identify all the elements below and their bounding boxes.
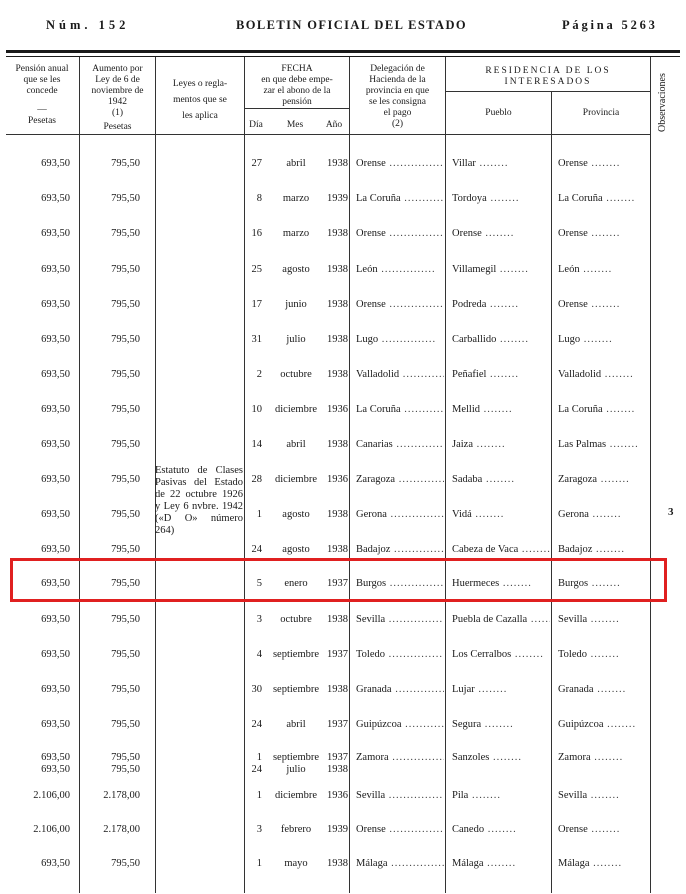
- leyes-text: Estatuto de Clases Pasivas del Estado de 22 octubre 1926 y Ley 6 nvbre. 1942 («D O» número 264): [155, 465, 243, 536]
- cell-delegacion: Toledo .....: [356, 649, 444, 660]
- cell-delegacion: Burgos .....: [356, 578, 444, 589]
- cell-pueblo: Mellid .....: [452, 404, 550, 415]
- cell-provincia: Sevilla .....: [558, 790, 648, 801]
- table-row: [0, 824, 686, 860]
- cell-aumento: 795,50: [111, 193, 140, 204]
- cell-ano: 1938: [327, 614, 348, 625]
- table-row: [0, 474, 686, 510]
- cell-mes: marzo: [282, 193, 310, 204]
- cell-ano: 1936: [327, 790, 348, 801]
- cell-pueblo: Peñafiel .....: [452, 369, 550, 380]
- cell-ano: 1938: [327, 544, 348, 555]
- cell-provincia: Zamora .....: [558, 752, 648, 763]
- cell-pueblo: Canedo .....: [452, 824, 550, 835]
- cell-pension: 693,50: [41, 509, 70, 520]
- header-text: FECHA: [281, 64, 313, 74]
- header-observaciones: [657, 62, 679, 132]
- cell-dia: 10: [251, 404, 262, 415]
- header-aumento: [80, 64, 155, 133]
- cell-dia: 24: [251, 764, 262, 775]
- cell-provincia: Guipúzcoa .....: [558, 719, 648, 730]
- cell-dia: 24: [251, 544, 262, 555]
- cell-ano: 1936: [327, 474, 348, 485]
- cell-ano: 1938: [327, 369, 348, 380]
- table-row: [0, 509, 686, 545]
- cell-pueblo: Los Cerralbos .....: [452, 649, 550, 660]
- cell-aumento: 795,50: [111, 334, 140, 345]
- cell-dia: 3: [256, 614, 262, 625]
- header-mes: Mes: [286, 120, 304, 130]
- cell-aumento: 795,50: [111, 509, 140, 520]
- header-pueblo: Pueblo: [485, 108, 512, 118]
- cell-provincia: Sevilla .....: [558, 614, 648, 625]
- cell-delegacion: Valladolid .....: [356, 369, 444, 380]
- cell-pension: 693,50: [41, 649, 70, 660]
- header-text: se les consigna: [369, 97, 426, 107]
- cell-delegacion: Orense .....: [356, 228, 444, 239]
- cell-ano: 1938: [327, 764, 348, 775]
- cell-provincia: Lugo .....: [558, 334, 648, 345]
- table-row: [0, 614, 686, 650]
- cell-provincia: Orense .....: [558, 158, 648, 169]
- cell-pueblo: Jaiza .....: [452, 439, 550, 450]
- cell-dia: 1: [256, 752, 262, 763]
- header-text: el pago: [383, 108, 412, 118]
- cell-mes: abril: [286, 719, 306, 730]
- header-ano: Año: [325, 120, 343, 130]
- cell-pension: 693,50: [41, 684, 70, 695]
- cell-delegacion: Zamora .....: [356, 752, 444, 763]
- cell-provincia: Badajoz .....: [558, 544, 648, 555]
- header-text: 1942: [108, 97, 127, 107]
- cell-dia: 4: [256, 649, 262, 660]
- table-row: [0, 439, 686, 475]
- cell-ano: 1938: [327, 228, 348, 239]
- cell-aumento: 795,50: [111, 614, 140, 625]
- cell-provincia: Orense .....: [558, 228, 648, 239]
- cell-delegacion: Badajoz .....: [356, 544, 444, 555]
- cell-aumento: 795,50: [111, 719, 140, 730]
- header-text: en que debe empe-: [261, 75, 333, 85]
- header-delegacion: [350, 64, 445, 130]
- cell-delegacion: Sevilla .....: [356, 614, 444, 625]
- cell-pueblo: Huermeces .....: [452, 578, 550, 589]
- cell-provincia: Las Palmas .....: [558, 439, 648, 450]
- cell-aumento: 795,50: [111, 578, 140, 589]
- page-header: [0, 18, 686, 36]
- page-number: Página 5263: [562, 18, 658, 32]
- cell-mes: abril: [286, 439, 306, 450]
- cell-aumento: 795,50: [111, 544, 140, 555]
- header-text: INTERESADOS: [504, 77, 592, 87]
- cell-ano: 1937: [327, 719, 348, 730]
- cell-mes: enero: [284, 578, 308, 589]
- cell-dia: 31: [251, 334, 262, 345]
- header-text: Aumento por: [92, 64, 143, 74]
- cell-aumento: 795,50: [111, 858, 140, 869]
- cell-provincia: Toledo .....: [558, 649, 648, 660]
- cell-mes: septiembre: [272, 752, 320, 763]
- table-row: [0, 858, 686, 894]
- observaciones-mark: 3: [668, 506, 674, 518]
- cell-provincia: La Coruña .....: [558, 404, 648, 415]
- header-text: mentos que se: [173, 95, 227, 105]
- header-dia: Día: [249, 120, 263, 130]
- header-provincia: Provincia: [582, 108, 620, 118]
- cell-aumento: 795,50: [111, 649, 140, 660]
- cell-provincia: Orense .....: [558, 824, 648, 835]
- header-rule-thin: [6, 56, 680, 57]
- header-text: zar el abono de la: [263, 86, 331, 96]
- cell-pension: 693,50: [41, 474, 70, 485]
- cell-ano: 1937: [327, 578, 348, 589]
- cell-aumento: 795,50: [111, 369, 140, 380]
- residencia-rule: [445, 91, 650, 92]
- cell-mes: septiembre: [272, 684, 320, 695]
- cell-aumento: 2.178,00: [103, 790, 140, 801]
- header-text: pensión: [282, 97, 312, 107]
- cell-dia: 25: [251, 264, 262, 275]
- cell-pension: 693,50: [41, 614, 70, 625]
- cell-dia: 28: [251, 474, 262, 485]
- cell-pension: 693,50: [41, 752, 70, 763]
- header-text: Pesetas: [103, 122, 132, 132]
- cell-pension: 2.106,00: [33, 790, 70, 801]
- cell-pueblo: Vidá .....: [452, 509, 550, 520]
- table-row: [0, 649, 686, 685]
- cell-aumento: 2.178,00: [103, 824, 140, 835]
- cell-mes: diciembre: [275, 474, 317, 485]
- cell-delegacion: La Coruña .....: [356, 404, 444, 415]
- cell-mes: julio: [286, 764, 306, 775]
- cell-aumento: 795,50: [111, 264, 140, 275]
- header-rule-thick: [6, 50, 680, 53]
- cell-pueblo: Villamegil .....: [452, 264, 550, 275]
- header-text: Pesetas: [28, 116, 56, 126]
- cell-ano: 1937: [327, 649, 348, 660]
- cell-pension: 693,50: [41, 264, 70, 275]
- header-text: RESIDENCIA DE LOS: [485, 66, 611, 76]
- cell-dia: 1: [256, 858, 262, 869]
- cell-pueblo: Málaga .....: [452, 858, 550, 869]
- header-bottom-rule: [6, 134, 650, 135]
- cell-provincia: Orense .....: [558, 299, 648, 310]
- publication-title: BOLETIN OFICIAL DEL ESTADO: [236, 18, 468, 32]
- cell-pension: 693,50: [41, 578, 70, 589]
- header-text: Observaciones: [657, 73, 668, 132]
- header-text: les aplica: [182, 111, 218, 121]
- cell-dia: 3: [256, 824, 262, 835]
- cell-pension: 693,50: [41, 858, 70, 869]
- cell-mes: octubre: [280, 369, 312, 380]
- cell-ano: 1938: [327, 684, 348, 695]
- cell-dia: 1: [256, 509, 262, 520]
- cell-pension: 693,50: [41, 544, 70, 555]
- cell-pueblo: Carballido .....: [452, 334, 550, 345]
- cell-dia: 16: [251, 228, 262, 239]
- cell-provincia: Gerona .....: [558, 509, 648, 520]
- cell-dia: 17: [251, 299, 262, 310]
- fecha-rule: [244, 108, 349, 109]
- cell-pueblo: Sadaba .....: [452, 474, 550, 485]
- cell-ano: 1936: [327, 404, 348, 415]
- cell-dia: 30: [251, 684, 262, 695]
- cell-mes: julio: [286, 334, 306, 345]
- cell-ano: 1939: [327, 824, 348, 835]
- cell-pension: 693,50: [41, 299, 70, 310]
- cell-dia: 8: [256, 193, 262, 204]
- cell-delegacion: La Coruña .....: [356, 193, 444, 204]
- cell-aumento: 795,50: [111, 684, 140, 695]
- cell-pueblo: Puebla de Cazalla .....: [452, 614, 550, 625]
- table-row: [0, 684, 686, 720]
- cell-dia: 2: [256, 369, 262, 380]
- cell-aumento: 795,50: [111, 299, 140, 310]
- cell-mes: diciembre: [275, 790, 317, 801]
- cell-mes: septiembre: [272, 649, 320, 660]
- cell-ano: 1938: [327, 299, 348, 310]
- table-row: [0, 158, 686, 194]
- cell-aumento: 795,50: [111, 439, 140, 450]
- cell-delegacion: Lugo .....: [356, 334, 444, 345]
- header-text: (2): [391, 119, 404, 129]
- cell-dia: 1: [256, 790, 262, 801]
- header-text: Pensión anual: [15, 64, 69, 74]
- table-row: [0, 369, 686, 405]
- cell-delegacion: Orense .....: [356, 824, 444, 835]
- header-text: Delegación de: [370, 64, 425, 74]
- cell-pueblo: Segura .....: [452, 719, 550, 730]
- cell-pension: 693,50: [41, 228, 70, 239]
- table-row: [0, 264, 686, 300]
- table-row: [0, 404, 686, 440]
- cell-pueblo: Orense .....: [452, 228, 550, 239]
- header-pension: [6, 64, 78, 127]
- header-text: provincia en que: [365, 86, 430, 96]
- table-row: [0, 790, 686, 826]
- cell-pueblo: Lujar .....: [452, 684, 550, 695]
- cell-provincia: Burgos .....: [558, 578, 648, 589]
- table-row: [0, 193, 686, 229]
- cell-provincia: Granada .....: [558, 684, 648, 695]
- cell-aumento: 795,50: [111, 474, 140, 485]
- cell-aumento: 795,50: [111, 764, 140, 775]
- cell-delegacion: Guipúzcoa .....: [356, 719, 444, 730]
- header-text: que se les: [23, 75, 61, 85]
- cell-dia: 14: [251, 439, 262, 450]
- cell-delegacion: Sevilla .....: [356, 790, 444, 801]
- header-text: concede: [26, 86, 58, 96]
- cell-pueblo: Sanzoles .....: [452, 752, 550, 763]
- cell-delegacion: Zaragoza .....: [356, 474, 444, 485]
- cell-aumento: 795,50: [111, 752, 140, 763]
- header-leyes: [156, 76, 244, 124]
- header-text: Hacienda de la: [369, 75, 426, 85]
- cell-ano: 1938: [327, 858, 348, 869]
- table-row: [0, 299, 686, 335]
- cell-delegacion: León .....: [356, 264, 444, 275]
- header-text: (1): [111, 108, 124, 118]
- cell-mes: agosto: [282, 544, 310, 555]
- cell-pension: 693,50: [41, 193, 70, 204]
- header-text: Leyes o regla-: [172, 79, 228, 89]
- cell-ano: 1938: [327, 509, 348, 520]
- cell-mes: agosto: [282, 509, 310, 520]
- table-row: [0, 334, 686, 370]
- cell-provincia: Valladolid .....: [558, 369, 648, 380]
- cell-ano: 1939: [327, 193, 348, 204]
- cell-delegacion: Granada .....: [356, 684, 444, 695]
- cell-dia: 5: [256, 578, 262, 589]
- cell-mes: febrero: [280, 824, 312, 835]
- header-text: Ley de 6 de: [95, 75, 140, 85]
- header-text: —: [37, 105, 47, 115]
- cell-provincia: Zaragoza .....: [558, 474, 648, 485]
- cell-pueblo: Pila .....: [452, 790, 550, 801]
- cell-delegacion: Orense .....: [356, 299, 444, 310]
- issue-number: Núm. 152: [46, 18, 130, 32]
- cell-aumento: 795,50: [111, 228, 140, 239]
- cell-mes: octubre: [280, 614, 312, 625]
- cell-pension: 693,50: [41, 369, 70, 380]
- cell-pueblo: Cabeza de Vaca .....: [452, 544, 550, 555]
- cell-delegacion: Orense .....: [356, 158, 444, 169]
- cell-ano: 1938: [327, 439, 348, 450]
- cell-mes: diciembre: [275, 404, 317, 415]
- cell-dia: 24: [251, 719, 262, 730]
- table-row: [0, 719, 686, 755]
- cell-aumento: 795,50: [111, 158, 140, 169]
- cell-provincia: Málaga .....: [558, 858, 648, 869]
- header-text: noviembre de: [91, 86, 144, 96]
- cell-pension: 2.106,00: [33, 824, 70, 835]
- cell-ano: 1937: [327, 752, 348, 763]
- cell-pension: 693,50: [41, 158, 70, 169]
- cell-dia: 27: [251, 158, 262, 169]
- table-row: [0, 228, 686, 264]
- cell-delegacion: Málaga .....: [356, 858, 444, 869]
- cell-mes: junio: [285, 299, 307, 310]
- cell-pueblo: Podreda .....: [452, 299, 550, 310]
- cell-ano: 1938: [327, 264, 348, 275]
- cell-pueblo: Tordoya .....: [452, 193, 550, 204]
- cell-pueblo: Villar .....: [452, 158, 550, 169]
- cell-delegacion: Gerona .....: [356, 509, 444, 520]
- cell-provincia: La Coruña .....: [558, 193, 648, 204]
- cell-ano: 1938: [327, 334, 348, 345]
- cell-mes: agosto: [282, 264, 310, 275]
- cell-aumento: 795,50: [111, 404, 140, 415]
- cell-mes: marzo: [282, 228, 310, 239]
- header-fecha: [245, 64, 349, 108]
- table-row: [0, 752, 686, 788]
- cell-delegacion: Canarias .....: [356, 439, 444, 450]
- cell-mes: mayo: [284, 858, 308, 869]
- cell-pension: 693,50: [41, 334, 70, 345]
- cell-ano: 1938: [327, 158, 348, 169]
- cell-pension: 693,50: [41, 439, 70, 450]
- cell-provincia: León .....: [558, 264, 648, 275]
- cell-pension: 693,50: [41, 404, 70, 415]
- highlight-box: [10, 558, 667, 602]
- cell-pension: 693,50: [41, 719, 70, 730]
- header-residencia: [446, 66, 650, 88]
- cell-pension: 693,50: [41, 764, 70, 775]
- cell-mes: abril: [286, 158, 306, 169]
